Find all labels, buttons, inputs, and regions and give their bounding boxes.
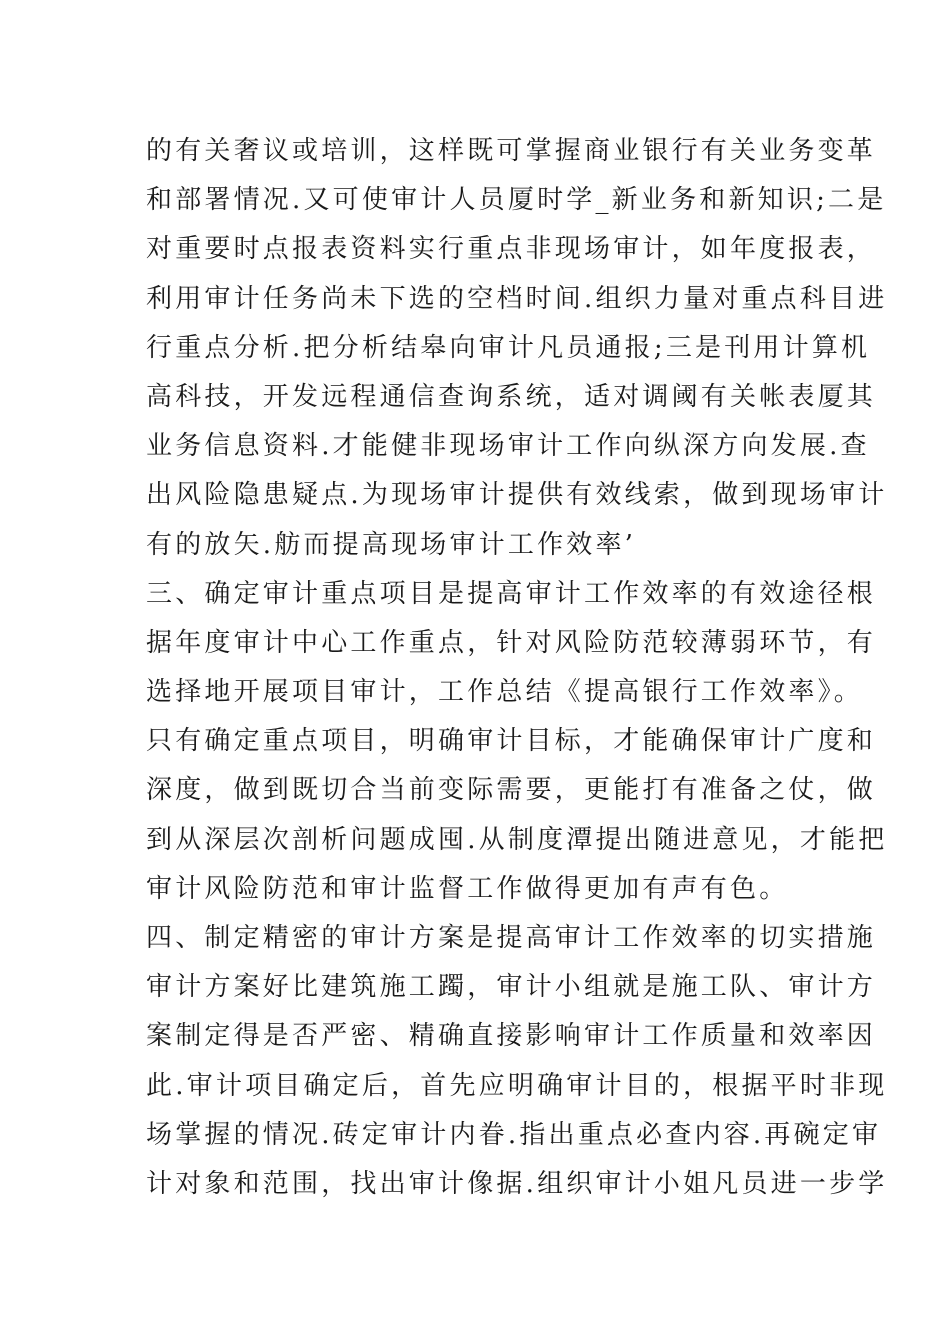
section-heading-3: 三、确定审计重点项目是提高审计工作效率的有效途径根 (146, 578, 877, 609)
text-line-6: 高科技，开发远程通信查询系统，适对调阈有关帐表厦其 (146, 381, 877, 412)
text-line-20: 此.审计项目确定后，首先应明确审计目的，根据平时非现 (146, 1070, 888, 1101)
text-line-19: 案制定得是否严密、精确直接影响审计工作质量和效率因 (146, 1021, 877, 1052)
text-line-18: 审计方案好比建筑施工躅，审计小组就是施工队、审计方 (146, 972, 877, 1003)
text-line-16: 审计风险防范和审计监督工作做得更加有声有色。 (146, 873, 789, 904)
text-line-2: 和部署情况.又可使审计人员厦时学_新业务和新知识;二是 (146, 185, 887, 216)
text-line-9: 有的放矢.舫而提高现场审计工作效率’ (146, 529, 637, 560)
text-line-15: 到从深层次剖析问题成囤.从制度潭提出随进意见，才能把 (146, 824, 888, 855)
text-line-1: 的有关奢议或培训，这样既可掌握商业银行有关业务变革 (146, 136, 877, 166)
section-heading-4: 四、制定精密的审计方案是提高审计工作效率的切实措施 (146, 923, 877, 953)
text-line-11: 据年度审计中心工作重点，针对风险防范较薄弱环节，有 (146, 627, 877, 658)
text-line-21: 场掌握的情况.砖定审计内眷.指出重点必查内容.再碗定审 (146, 1119, 882, 1150)
text-line-22: 计对象和范围，找出审计像据.组织审计小姐凡员进一步学 (146, 1168, 888, 1199)
text-line-7: 业务信息资料.才能健非现场审计工作向纵深方向发展.查 (146, 431, 870, 462)
text-line-14: 深度，做到既切合当前变际需要，更能打有准备之仗，做 (146, 775, 877, 806)
text-line-3: 对重要时点报表资料实行重点非现场审计，如年度报表， (146, 234, 877, 265)
text-line-13: 只有确定重点项目，明确审计目标，才能确保审计广度和 (146, 726, 877, 757)
text-line-12: 选择地开展项目审计，工作总结《提高银行工作效率》。 (146, 677, 864, 708)
text-line-8: 出风险隐患疑点.为现场审计提供有效线索，做到现场审计 (146, 480, 888, 511)
text-line-4: 利用审计任务尚未下选的空档时间.组织力量对重点科目进 (146, 283, 888, 314)
body-text (146, 127, 888, 1209)
text-line-5: 行重点分析.把分析结皋向审计凡员通报;三是刊用计算机 (146, 332, 871, 363)
